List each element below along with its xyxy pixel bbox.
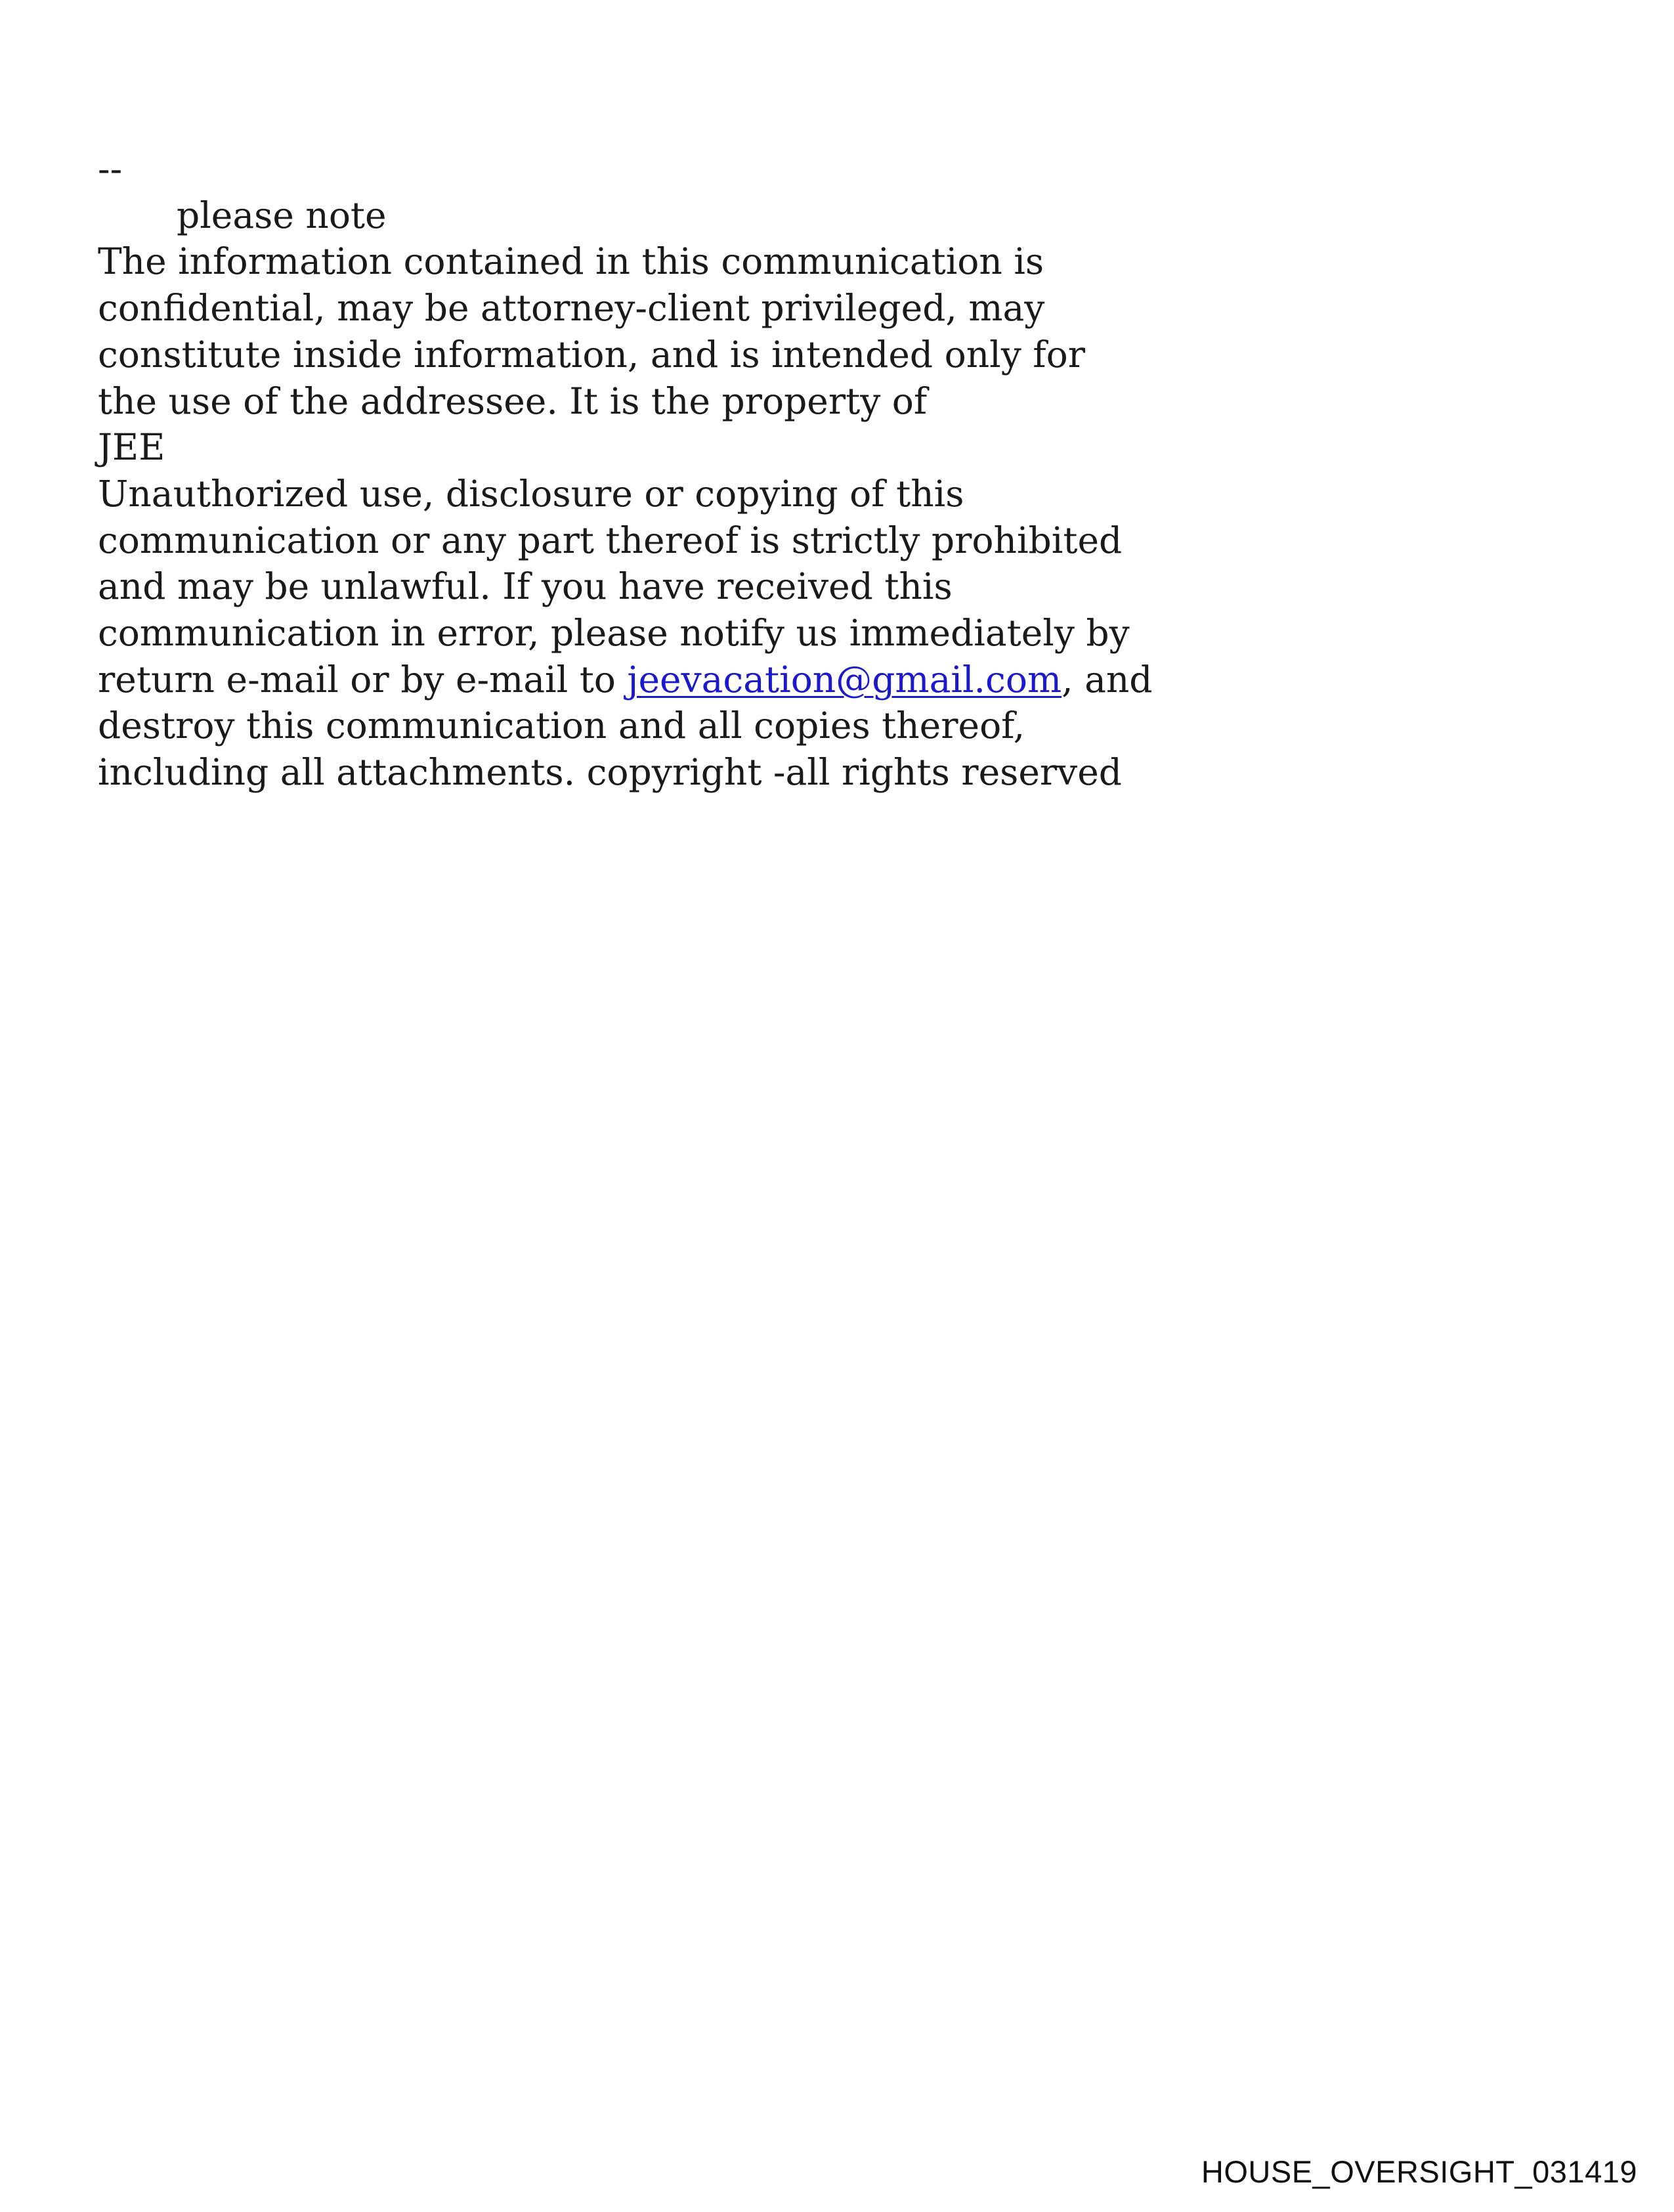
note-heading: please note [177, 194, 387, 236]
email-address-link[interactable]: jeevacation@gmail.com [627, 658, 1062, 701]
signature-separator: -- [98, 148, 123, 190]
email-line-suffix: , and [1062, 658, 1153, 701]
disclaimer-line: confidential, may be attorney-client privileged, may [98, 287, 1045, 330]
email-contact-line [98, 657, 1345, 703]
owner-name: JEE [98, 426, 165, 469]
email-line-prefix: return e-mail or by e-mail to [98, 658, 628, 701]
disclaimer-line: including all attachments. copyright -all rights reserved [98, 751, 1123, 794]
disclaimer-line: communication in error, please notify us immediately by [98, 612, 1130, 655]
disclaimer-line: and may be unlawful. If you have received this [98, 565, 953, 608]
disclaimer-line: the use of the addressee. It is the property of [98, 380, 928, 422]
disclaimer-line: Unauthorized use, disclosure or copying of this [98, 472, 964, 515]
disclaimer-line: destroy this communication and all copies thereof, [98, 705, 1025, 747]
bates-number: HOUSE_OVERSIGHT_031419 [1201, 2154, 1637, 2189]
email-disclaimer-block [98, 146, 1345, 796]
disclaimer-line: The information contained in this communication is [98, 240, 1044, 283]
disclaimer-line: constitute inside information, and is intended only for [98, 333, 1086, 376]
disclaimer-line: communication or any part thereof is strictly prohibited [98, 519, 1123, 561]
